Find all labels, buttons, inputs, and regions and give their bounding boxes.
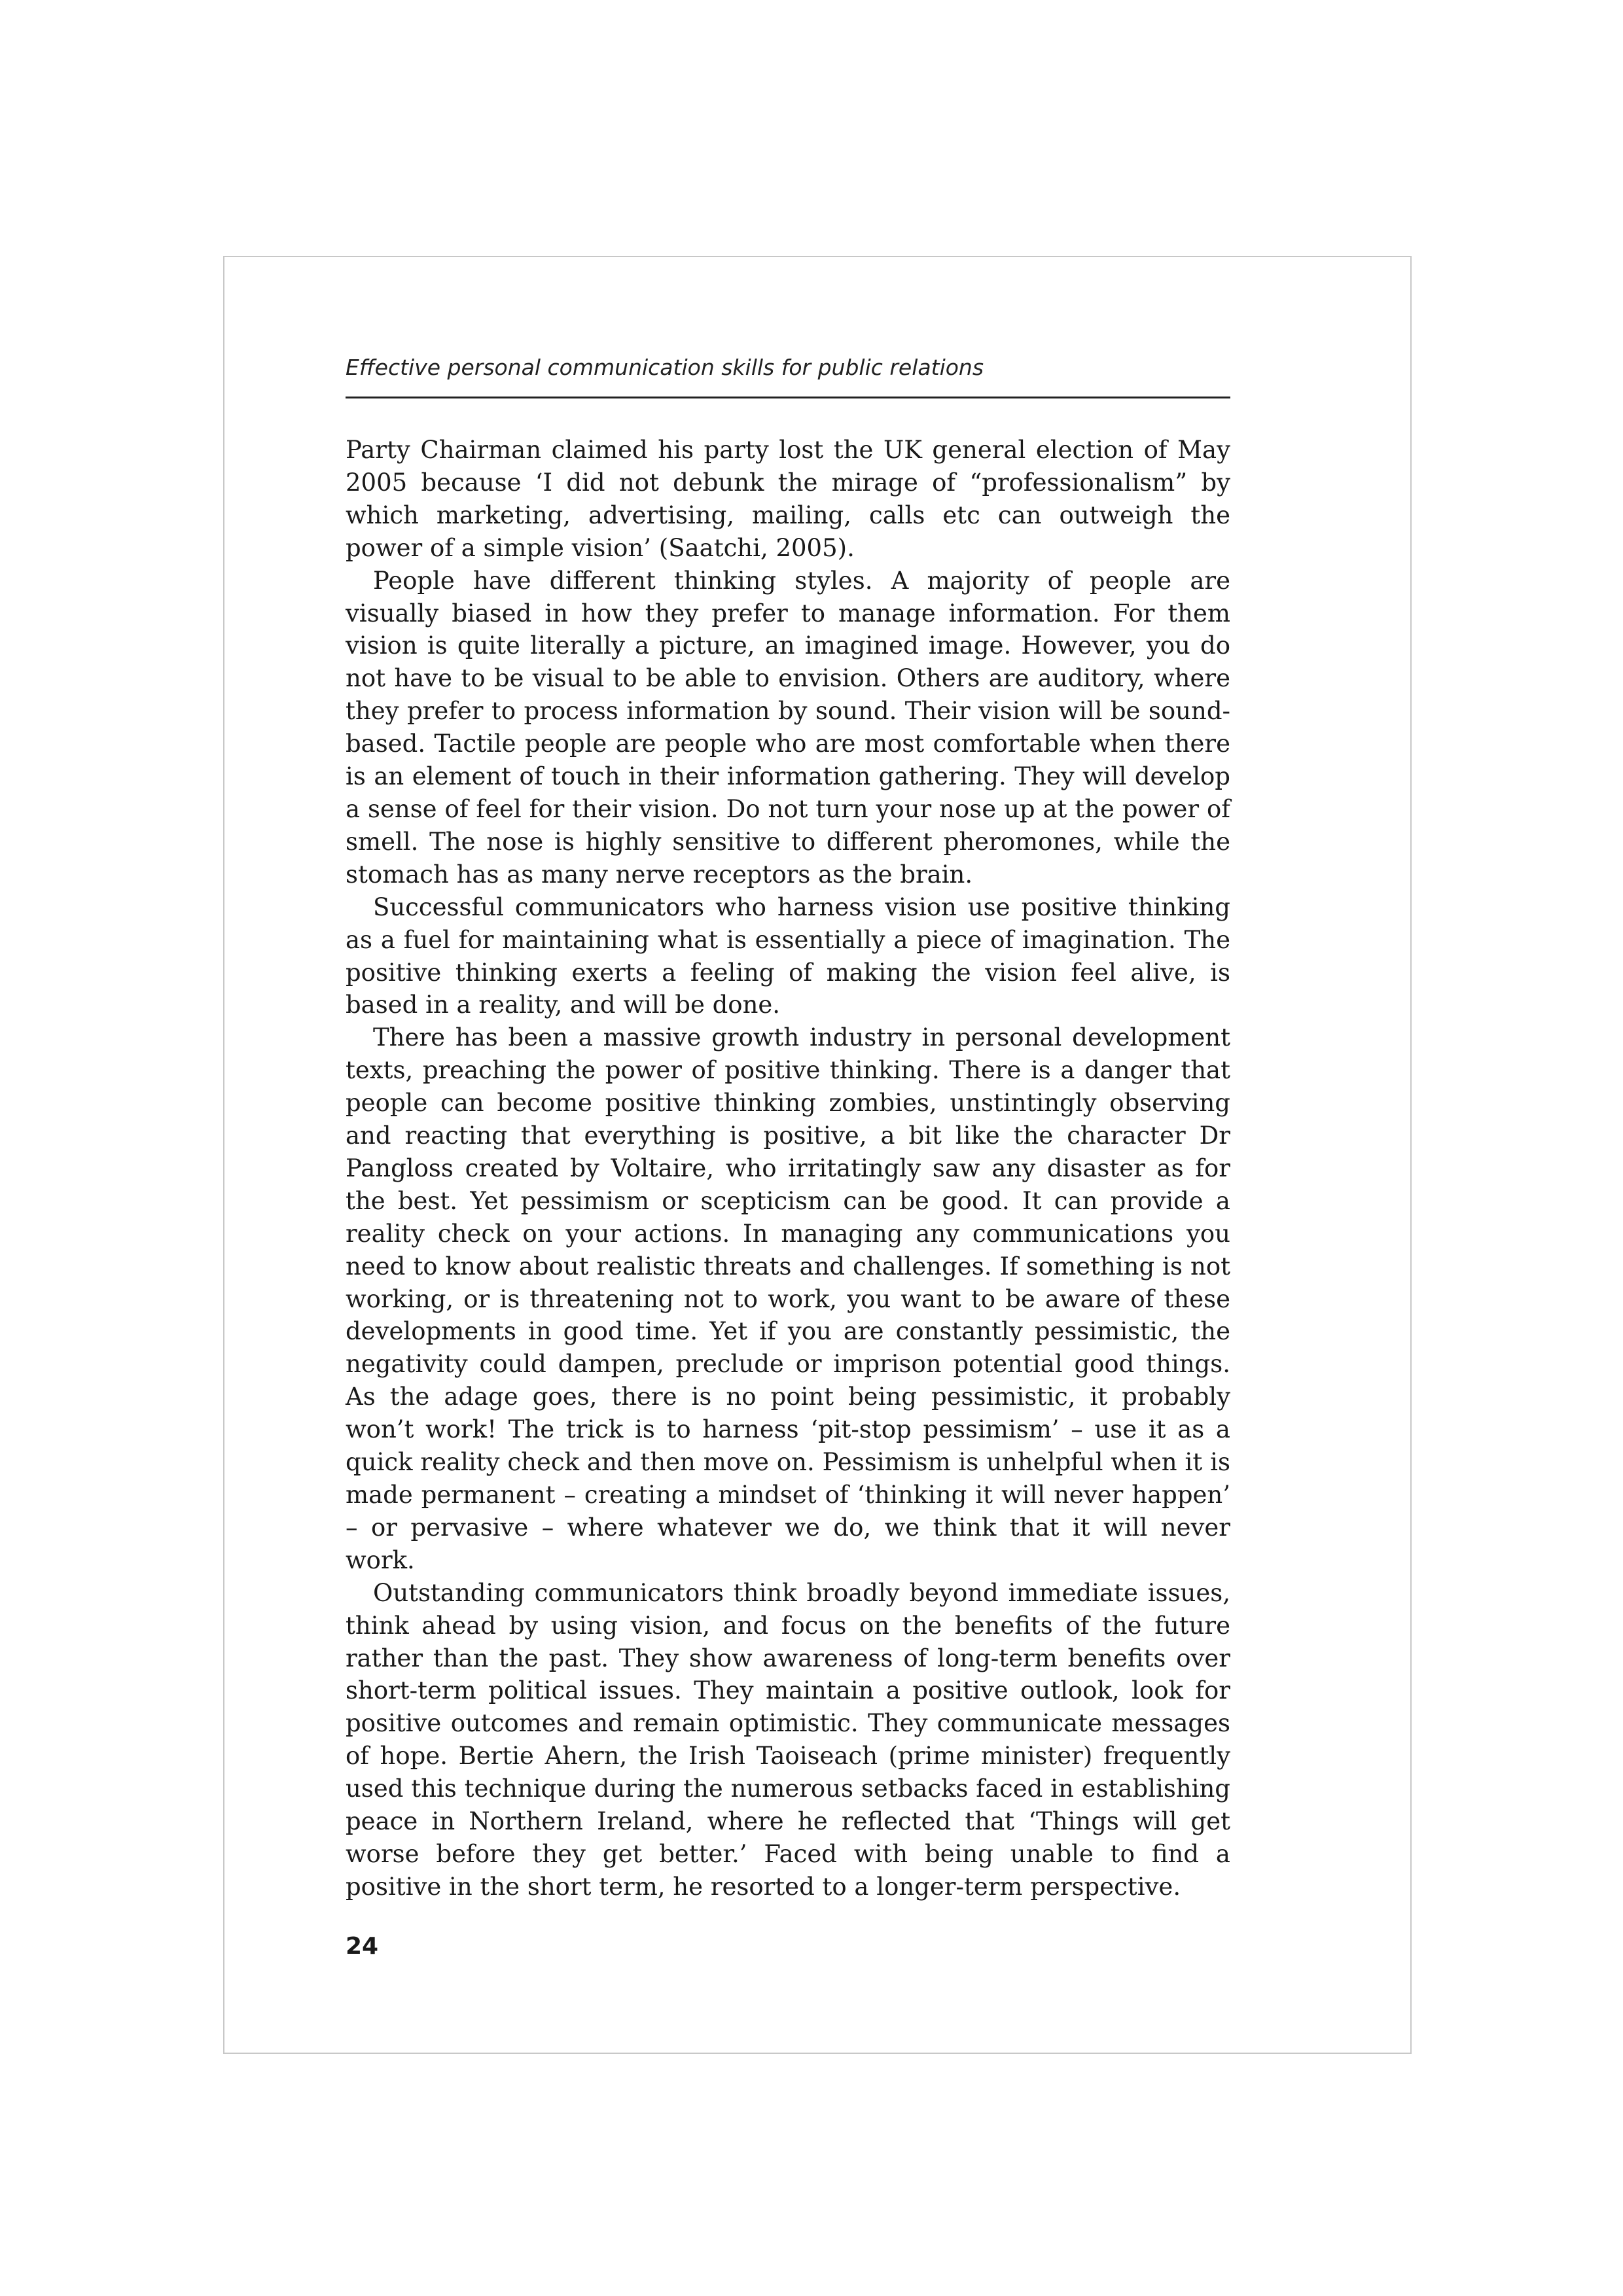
paragraph-3: Successful communicators who harness vision use positive thinking as a fuel for maintaining what is essentially a piece of imagination. The positive thinking exerts a feeling of making the vision feel alive, is based in a reality, and will be done. xyxy=(346,892,1230,1019)
paragraph-1: Party Chairman claimed his party lost the UK general election of May 2005 because ‘I did not debunk the mirage of “professionalism” by which marketing, advertising, mailing, calls etc can outweigh the power of a simple vision’ (Saatchi, 2005). xyxy=(346,436,1230,562)
body-text xyxy=(346,434,1230,1903)
running-header: Effective personal communication skills for public relations xyxy=(346,355,984,380)
paragraph-2: People have different thinking styles. A majority of people are visually biased in how they prefer to manage information. For them vision is quite literally a picture, an imagined image. However, you do not have to be visual to be able to envision. Others are auditory, where they prefer to process information by sound. Their vision will be sound-based. Tactile people are people who are most comfortable when there is an element of touch in their information gathering. They will develop a sense of feel for their vision. Do not turn your nose up at the power of smell. The nose is highly sensitive to different pheromones, while the stomach has as many nerve receptors as the brain. xyxy=(346,566,1230,889)
header-rule xyxy=(346,397,1230,398)
page-number: 24 xyxy=(346,1933,379,1960)
paragraph-4: There has been a massive growth industry in personal development texts, preaching the power of positive thinking. There is a danger that people can become positive thinking zombies, unstintingly observing and reacting that everything is positive, a bit like the character Dr Pangloss created by Voltaire, who irritatingly saw any disaster as for the best. Yet pessimism or scepticism can be good. It can provide a reality check on your actions. In managing any communications you need to know about realistic threats and challenges. If something is not working, or is threatening not to work, you want to be aware of these developments in good time. Yet if you are constantly pessimistic, the negativity could dampen, preclude or imprison potential good things. As the adage goes, there is no point being pessimistic, it probably won’t work! The trick is to harness ‘pit-stop pessimism’ – use it as a quick reality check and then move on. Pessimism is unhelpful when it is made permanent – creating a mindset of ‘thinking it will never happen’ – or pervasive – where whatever we do, we think that it will never work. xyxy=(346,1023,1230,1574)
paragraph-5: Outstanding communicators think broadly beyond immediate issues, think ahead by using vision, and focus on the benefits of the future rather than the past. They show awareness of long-term benefits over short-term political issues. They maintain a positive outlook, look for positive outcomes and remain optimistic. They communicate messages of hope. Bertie Ahern, the Irish Taoiseach (prime minister) frequently used this technique during the numerous setbacks faced in establishing peace in Northern Ireland, where he reflected that ‘Things will get worse before they get better.’ Faced with being unable to find a positive in the short term, he resorted to a longer-term perspective. xyxy=(346,1578,1230,1901)
